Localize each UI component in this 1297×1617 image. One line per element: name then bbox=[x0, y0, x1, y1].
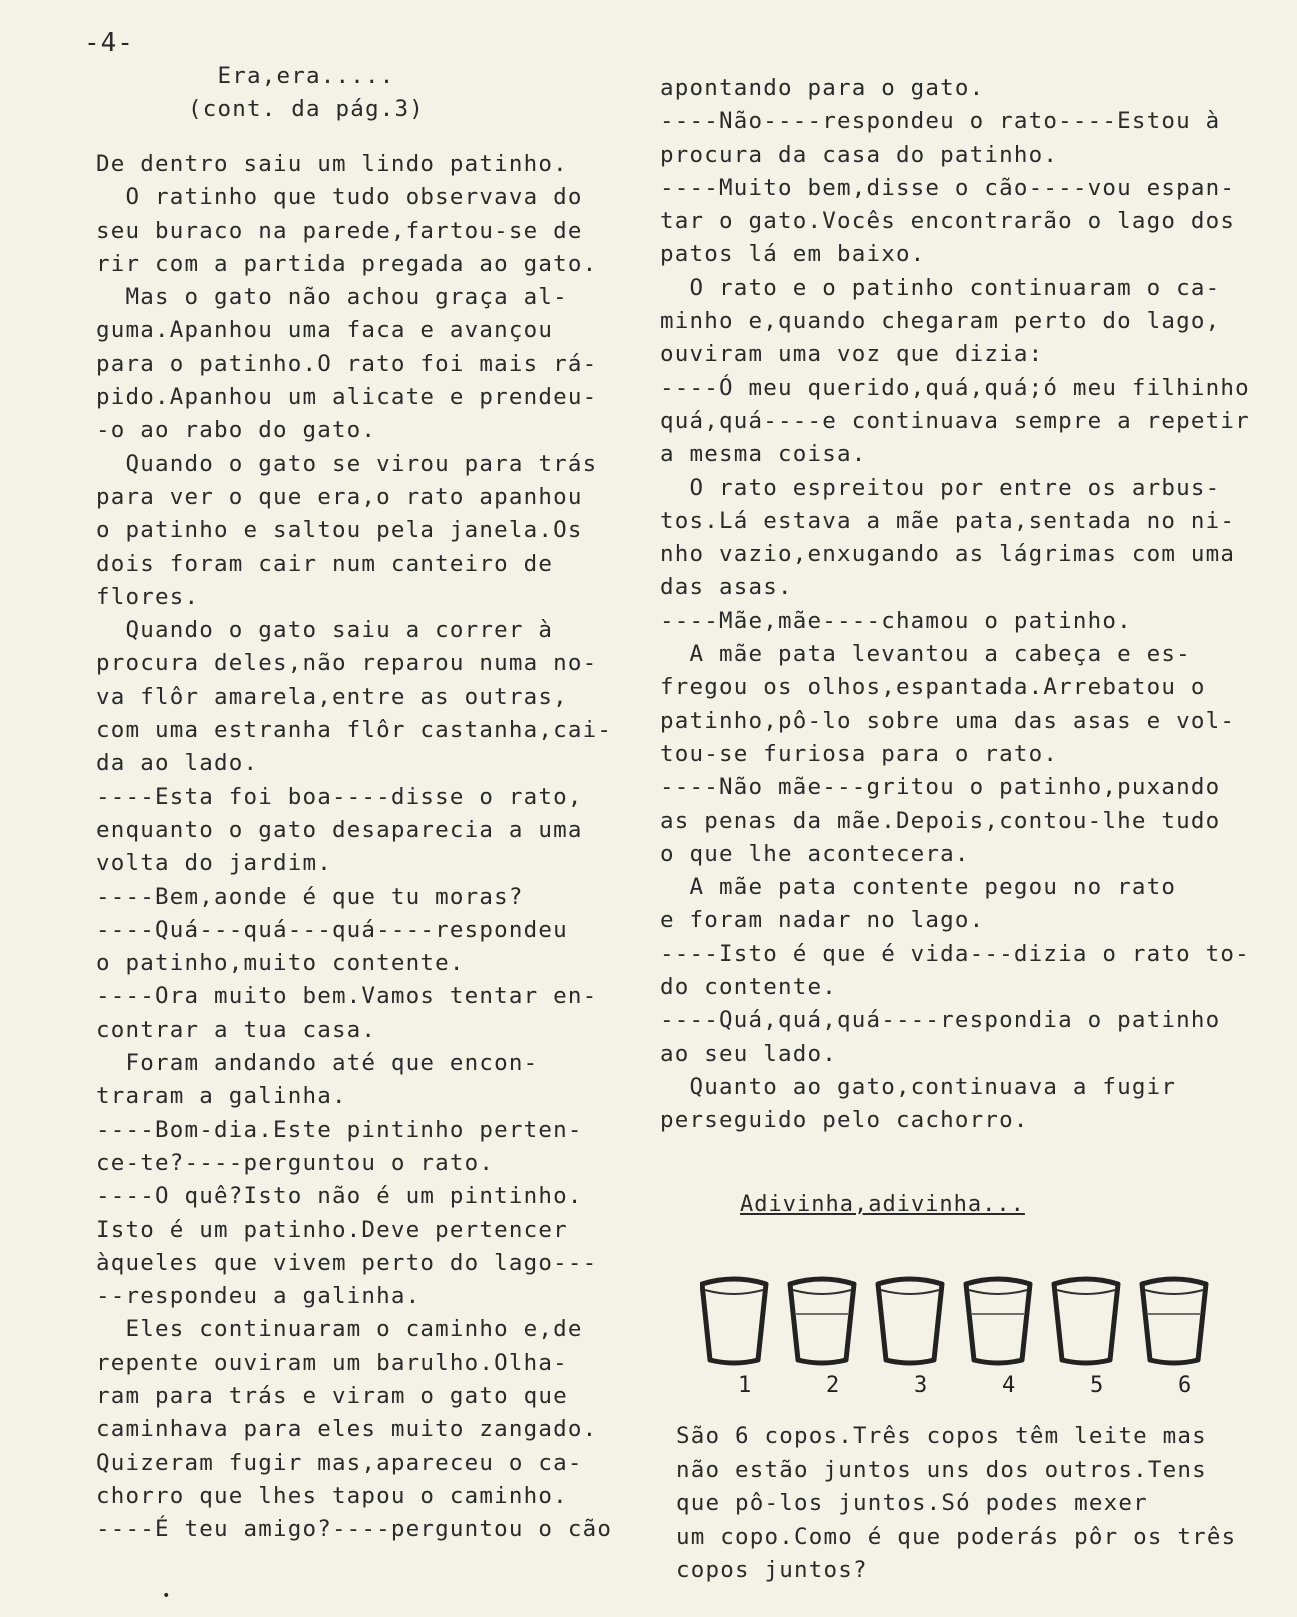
page-number: -4- bbox=[84, 28, 134, 58]
text-line: fregou os olhos,espantada.Arrebatou o bbox=[660, 674, 1206, 701]
cup-label: 1 bbox=[738, 1373, 752, 1398]
right-text-body bbox=[660, 72, 1297, 1138]
text-line: as penas da mãe.Depois,contou-lhe tudo bbox=[660, 807, 1221, 834]
text-line: ----O quê?Isto não é um pintinho. bbox=[96, 1183, 583, 1210]
text-line: ----Bom-dia.Este pintinho perten- bbox=[96, 1116, 583, 1143]
text-line: Quando o gato saiu a correr à bbox=[96, 617, 554, 644]
cup-icon bbox=[1142, 1279, 1206, 1398]
text-line: dois foram cair num canteiro de bbox=[96, 550, 554, 577]
cup-icon bbox=[1054, 1279, 1118, 1398]
text-line: --respondeu a galinha. bbox=[96, 1283, 421, 1310]
text-line: minho e,quando chegaram perto do lago, bbox=[660, 308, 1221, 335]
text-line: àqueles que vivem perto do lago--- bbox=[96, 1249, 598, 1276]
text-line: das asas. bbox=[660, 574, 793, 601]
text-line: e foram nadar no lago. bbox=[660, 907, 985, 934]
text-line: ----É teu amigo?----perguntou o cão bbox=[96, 1516, 613, 1543]
title-line: Era,era..... bbox=[217, 63, 395, 89]
text-line: De dentro saiu um lindo patinho. bbox=[96, 151, 568, 177]
text-line: procura da casa do patinho. bbox=[660, 141, 1059, 168]
text-line: ----Quá---quá---quá----respondeu bbox=[96, 916, 568, 943]
text-line: enquanto o gato desaparecia a uma bbox=[96, 816, 583, 843]
text-line: traram a galinha. bbox=[96, 1083, 347, 1110]
text-line: perseguido pelo cachorro. bbox=[660, 1107, 1029, 1134]
text-line: patinho,pô-lo sobre uma das asas e vol- bbox=[660, 707, 1236, 734]
text-line: ----Quá,quá,quá----respondia o patinho bbox=[660, 1007, 1221, 1034]
cup-label: 3 bbox=[914, 1373, 928, 1398]
riddle-line: que pô-los juntos.Só podes mexer bbox=[676, 1490, 1148, 1516]
text-line: O rato espreitou por entre os arbus- bbox=[660, 474, 1221, 501]
text-line: chorro que lhes tapou o caminho. bbox=[96, 1482, 568, 1509]
text-line: apontando para o gato. bbox=[660, 75, 985, 101]
text-line: tos.Lá estava a mãe pata,sentada no ni- bbox=[660, 507, 1236, 534]
cup-icon bbox=[790, 1279, 854, 1398]
cup-label: 6 bbox=[1178, 1373, 1192, 1398]
text-line: caminhava para eles muito zangado. bbox=[96, 1416, 598, 1443]
text-line: O rato e o patinho continuaram o ca- bbox=[660, 274, 1221, 301]
text-line: para o patinho.O rato foi mais rá- bbox=[96, 350, 598, 377]
text-line: rir com a partida pregada ao gato. bbox=[96, 250, 598, 277]
text-line: com uma estranha flôr castanha,cai- bbox=[96, 717, 613, 744]
story-title bbox=[66, 60, 546, 126]
text-line: ouviram uma voz que dizia: bbox=[660, 341, 1044, 368]
text-line: patos lá em baixo. bbox=[660, 241, 926, 268]
text-line: Eles continuaram o caminho e,de bbox=[96, 1316, 583, 1343]
text-line: ----Bem,aonde é que tu moras? bbox=[96, 883, 524, 910]
text-line: o que lhe acontecera. bbox=[660, 840, 970, 867]
cup-label: 4 bbox=[1002, 1373, 1016, 1398]
text-line: nho vazio,enxugando as lágrimas com uma bbox=[660, 541, 1236, 568]
text-line: ----Ó meu querido,quá,quá;ó meu filhinho bbox=[660, 374, 1250, 401]
text-line: contrar a tua casa. bbox=[96, 1016, 377, 1043]
cups-illustration bbox=[700, 1270, 1260, 1420]
text-line: do contente. bbox=[660, 974, 837, 1001]
text-line: volta do jardim. bbox=[96, 850, 332, 877]
text-line: ----Mãe,mãe----chamou o patinho. bbox=[660, 607, 1132, 634]
left-column bbox=[96, 60, 656, 1546]
text-line: ----Ora muito bem.Vamos tentar en- bbox=[96, 983, 598, 1010]
cup-icon bbox=[702, 1279, 766, 1398]
text-line: va flôr amarela,entre as outras, bbox=[96, 683, 568, 710]
text-line: ----Esta foi boa----disse o rato, bbox=[96, 783, 583, 810]
cup-label: 2 bbox=[826, 1373, 840, 1398]
text-line: quá,quá----e continuava sempre a repetir bbox=[660, 407, 1250, 434]
text-line: Isto é um patinho.Deve pertencer bbox=[96, 1216, 568, 1243]
text-line: Foram andando até que encon- bbox=[96, 1050, 539, 1077]
text-line: A mãe pata contente pegou no rato bbox=[660, 874, 1177, 901]
riddle-title: Adivinha,adivinha... bbox=[740, 1192, 1025, 1217]
text-line: repente ouviram um barulho.Olha- bbox=[96, 1349, 568, 1376]
riddle-line: não estão juntos uns dos outros.Tens bbox=[676, 1456, 1207, 1483]
cup-icon bbox=[878, 1279, 942, 1398]
text-line: procura deles,não reparou numa no- bbox=[96, 650, 598, 677]
text-line: guma.Apanhou uma faca e avançou bbox=[96, 317, 554, 344]
cup-label: 5 bbox=[1090, 1373, 1104, 1398]
text-line: ----Não mãe---gritou o patinho,puxando bbox=[660, 774, 1221, 801]
right-column bbox=[660, 72, 1297, 1138]
left-text-body bbox=[96, 148, 656, 1546]
text-line: da ao lado. bbox=[96, 750, 259, 777]
text-line: O ratinho que tudo observava do bbox=[96, 184, 583, 211]
text-line: ----Isto é que é vida---dizia o rato to- bbox=[660, 940, 1250, 967]
text-line: tar o gato.Vocês encontrarão o lago dos bbox=[660, 208, 1236, 235]
text-line: tou-se furiosa para o rato. bbox=[660, 740, 1059, 767]
riddle-line: um copo.Como é que poderás pôr os três bbox=[676, 1523, 1237, 1550]
subtitle-line: (cont. da pág.3) bbox=[188, 96, 424, 122]
text-line: -o ao rabo do gato. bbox=[96, 417, 377, 444]
text-line: ----Muito bem,disse o cão----vou espan- bbox=[660, 174, 1236, 201]
text-line: pido.Apanhou um alicate e prendeu- bbox=[96, 384, 598, 411]
riddle-text bbox=[676, 1420, 1236, 1588]
text-line: para ver o que era,o rato apanhou bbox=[96, 483, 583, 510]
text-line: Mas o gato não achou graça al- bbox=[96, 284, 568, 311]
text-line: seu buraco na parede,fartou-se de bbox=[96, 217, 583, 244]
text-line: Quando o gato se virou para trás bbox=[96, 450, 598, 477]
text-line: o patinho e saltou pela janela.Os bbox=[96, 517, 583, 544]
text-line: a mesma coisa. bbox=[660, 441, 867, 468]
text-line: Quanto ao gato,continuava a fugir bbox=[660, 1073, 1177, 1100]
text-line: o patinho,muito contente. bbox=[96, 950, 465, 977]
riddle-line: copos juntos? bbox=[676, 1557, 868, 1583]
text-line: ram para trás e viram o gato que bbox=[96, 1382, 568, 1409]
text-line: Quizeram fugir mas,apareceu o ca- bbox=[96, 1449, 583, 1476]
text-line: ----Não----respondeu o rato----Estou à bbox=[660, 108, 1221, 135]
text-line: ao seu lado. bbox=[660, 1040, 837, 1067]
stray-mark: • bbox=[162, 1588, 171, 1604]
cup-icon bbox=[966, 1279, 1030, 1398]
text-line: A mãe pata levantou a cabeça e es- bbox=[660, 641, 1191, 668]
riddle-line: São 6 copos.Três copos têm leite mas bbox=[676, 1423, 1207, 1449]
text-line: flores. bbox=[96, 583, 200, 610]
text-line: ce-te?----perguntou o rato. bbox=[96, 1149, 495, 1176]
